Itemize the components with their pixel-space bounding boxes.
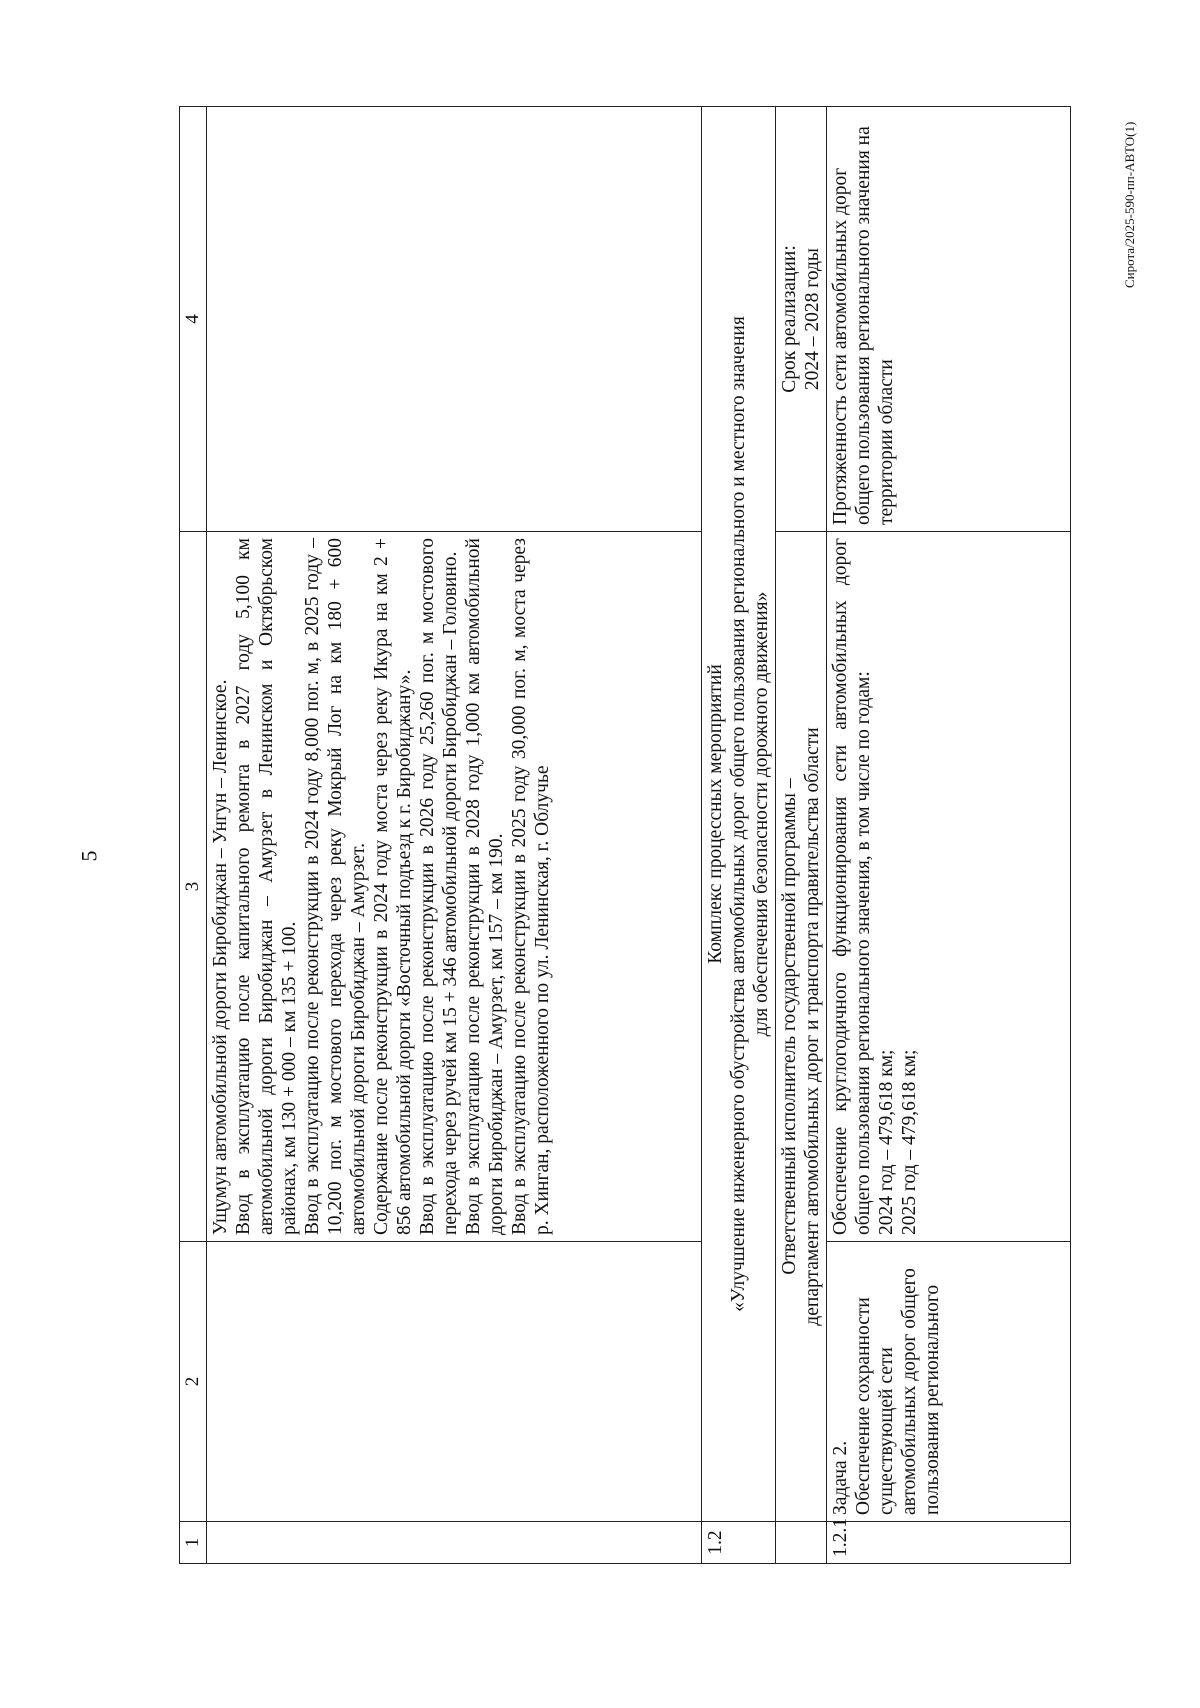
continued-row [207, 107, 702, 1564]
responsible-row [776, 107, 827, 1564]
column-header-2: 2 [180, 1242, 207, 1522]
result-paragraph: Ввод в эксплуатацию после реконструкции в 2024 году 8,000 пог. м, в 2025 году – 10,200 пог. м мостового перехода через реку Мокрый Лог на км 180 + 600 автомобильной дороги Биробиджан – Амурзет. [302, 538, 370, 1235]
continued-row-col4 [207, 107, 702, 532]
continued-row-col2 [207, 1242, 702, 1522]
result-paragraph: Содержание после реконструкции в 2024 году моста через реку Икура на км 2 + 856 автомобильной дороги «Восточный подъезд к г. Биробиджану». [371, 538, 416, 1235]
column-header-4: 4 [180, 107, 207, 532]
section-row [702, 107, 776, 1564]
task-number: 1.2.1 [827, 1522, 1071, 1564]
responsible-row-num [776, 1522, 827, 1564]
result-paragraph: Ввод в эксплуатацию после капитального ремонта в 2027 году 5,100 км автомобильной дороги Биробиджан – Амурзет в Ленинском и Октябрьском районах, км 130 + 000 – км 135 + 100. [233, 538, 301, 1235]
responsible-line: Ответственный исполнитель государственной программы – [779, 778, 801, 1275]
task-line: Обеспечение сохранности существующей сети автомобильных дорог общего пользования регионального [853, 1268, 944, 1515]
section-number: 1.2 [702, 1522, 776, 1564]
section-title-line: «Улучшение инженерного обустройства автомобильных дорог общего пользования регионального и местного значения [728, 316, 750, 1312]
result-paragraph: Ввод в эксплуатацию после реконструкции в 2028 году 1,000 км автомобильной дороги Биробиджан – Амурзет, км 157 – км 190. [463, 538, 508, 1235]
section-title-line: Комплекс процессных мероприятий [705, 664, 727, 964]
continued-row-col3 [207, 532, 702, 1242]
section-title [702, 107, 776, 1522]
result-paragraph: Ущумун автомобильной дороги Биробиджан – Унгун – Ленинское. [210, 679, 232, 1235]
task-result-line: Обеспечение круглогодичного функционирования сети автомобильных дорог общего пользования регионального значения, в том числе по годам: [830, 538, 875, 1235]
rotated-table-container [179, 106, 1071, 1564]
task-result [827, 532, 1071, 1242]
task-row [827, 107, 1071, 1564]
section-title-line: для обеспечения безопасности дорожного движения» [751, 591, 773, 1037]
column-header-row [180, 107, 207, 1564]
task-line: Задача 2. [830, 1440, 852, 1515]
continued-row-num [207, 1522, 702, 1564]
responsible-line: департамент автомобильных дорог и транспорта правительства области [802, 727, 824, 1326]
responsible-executor [776, 532, 827, 1522]
result-paragraph: Ввод в эксплуатацию после реконструкции в 2025 году 30,000 пог. м, моста через р. Хинган, расположенного по ул. Ленинская, г. Облучье [509, 538, 554, 1235]
page-number: 5 [76, 850, 102, 862]
task-result-line: 2025 год – 479,618 км; [899, 1049, 921, 1235]
task-description [827, 1242, 1071, 1522]
program-table [179, 106, 1071, 1564]
term-line: Срок реализации: [779, 245, 801, 393]
column-header-1: 1 [180, 1522, 207, 1564]
term-line: 2024 – 2028 годы [802, 247, 824, 391]
indicator-line: Протяженность сети автомобильных дорог общего пользования регионального значения на территории области [830, 126, 898, 525]
task-result-line: 2024 год – 479,618 км; [876, 1049, 898, 1235]
task-indicator [827, 107, 1071, 532]
document-code: Сирота/2025-590-пп-АВТО(1) [1122, 121, 1137, 288]
column-header-3: 3 [180, 532, 207, 1242]
implementation-term [776, 107, 827, 532]
result-paragraph: Ввод в эксплуатацию после реконструкции в 2026 году 25,260 пог. м мостового перехода через ручей км 15 + 346 автомобильной дороги Биробиджан – Головино. [417, 538, 462, 1235]
